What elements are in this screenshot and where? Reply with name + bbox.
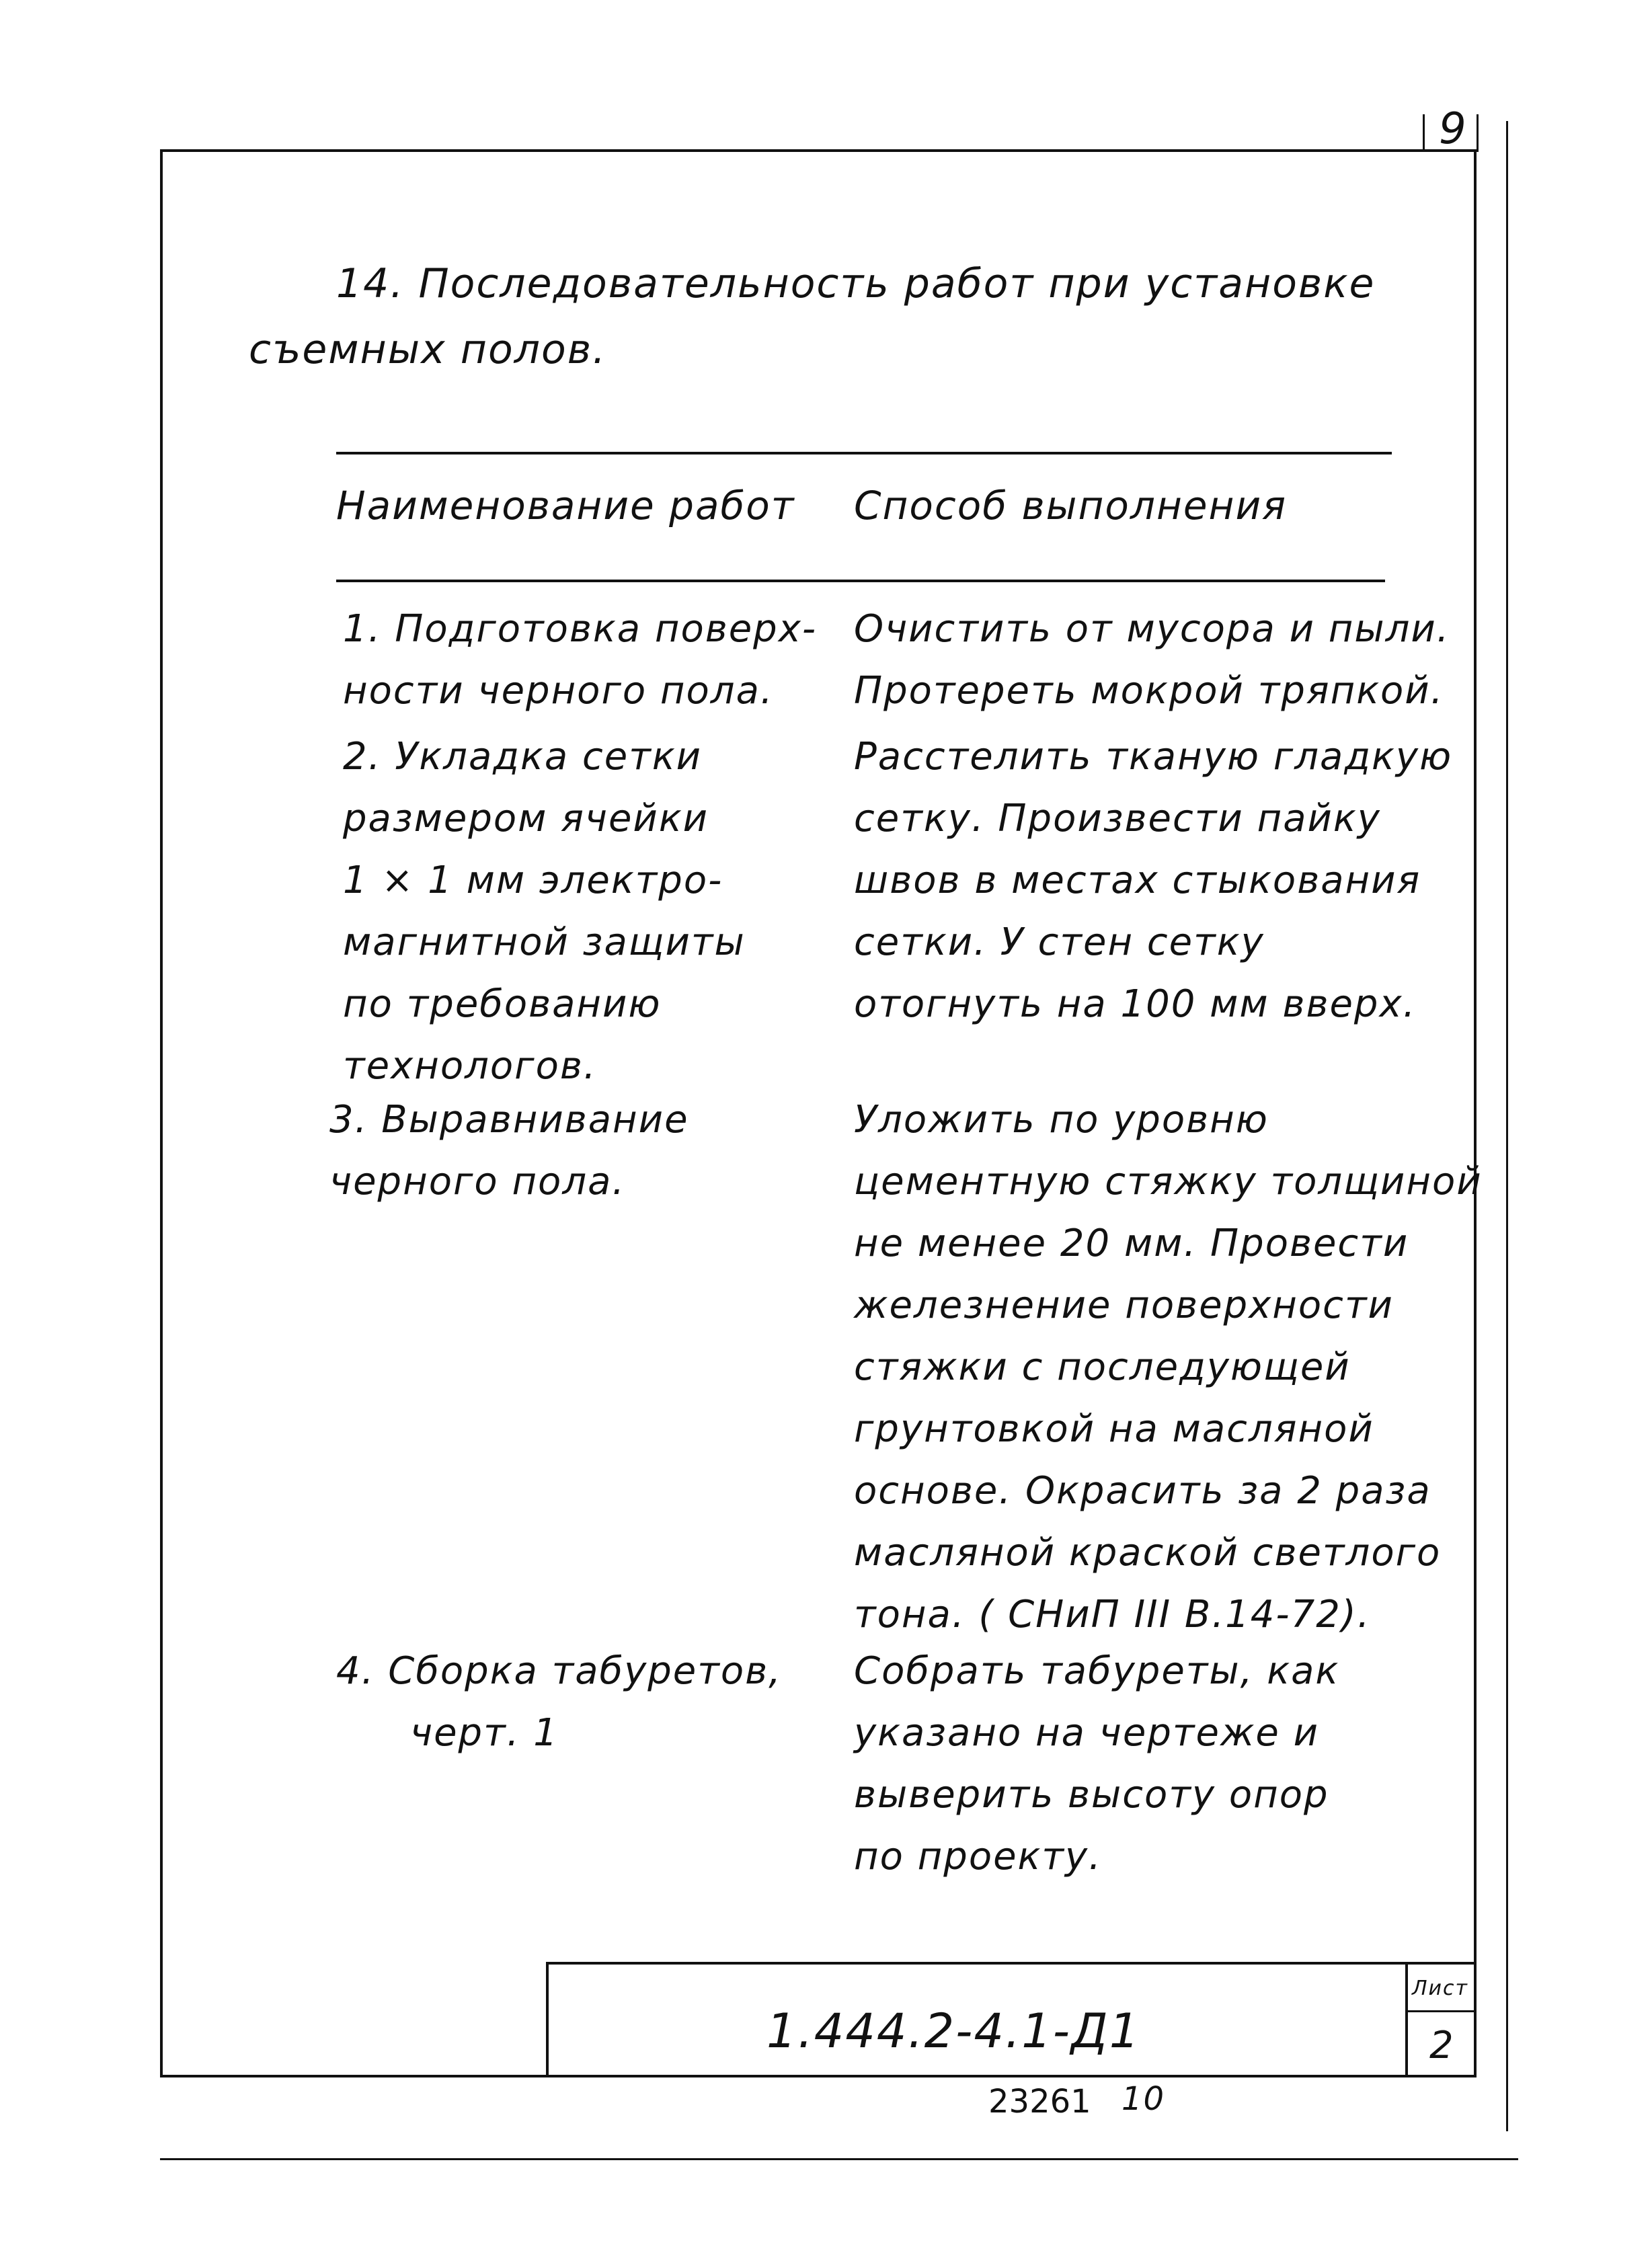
cell-line: тона. ( СНиП III В.14-72). (854, 1593, 1371, 1636)
table-header-bottom-rule (336, 580, 1385, 582)
section-title-line1: 14. Последовательность работ при установке (336, 260, 1376, 307)
page-code: 10 (1122, 2080, 1166, 2118)
cell-line: технологов. (343, 1044, 597, 1088)
frame-bottom-line (160, 2075, 1477, 2077)
cell-line: стяжки с последующей (854, 1345, 1351, 1389)
cell-line: 3. Выравнивание (329, 1098, 689, 1142)
stamp-left-line (546, 1962, 549, 2077)
frame-top-line (160, 149, 1477, 152)
table-row-2-work (343, 726, 746, 1097)
section-title-line2: съемных полов. (249, 326, 607, 373)
cell-line: 1. Подготовка поверх- (343, 607, 818, 651)
cell-line: грунтовкой на масляной (854, 1407, 1374, 1451)
cell-line: магнитной защиты (343, 920, 746, 964)
sheet-label: Лист (1412, 1977, 1469, 2000)
cell-line: Уложить по уровню (854, 1098, 1269, 1142)
sheet-number: 2 (1429, 2024, 1455, 2067)
table-header-right: Способ выполнения (854, 483, 1288, 528)
cell-line: цементную стяжку толщиной (854, 1160, 1483, 1203)
cell-line: масляной краской светлого (854, 1531, 1442, 1575)
table-row-3-work (329, 1089, 689, 1213)
cell-line: основе. Окрасить за 2 раза (854, 1469, 1431, 1513)
cell-line: Расстелить тканую гладкую (854, 735, 1453, 779)
table-row-4-method (854, 1640, 1339, 1888)
cell-line: Протереть мокрой тряпкой. (854, 669, 1444, 713)
cell-line: сетки. У стен сетку (854, 920, 1265, 964)
table-row-1-method (854, 598, 1450, 722)
cell-line: сетку. Произвести пайку (854, 797, 1381, 840)
cell-line: швов в местах стыкования (854, 859, 1421, 902)
cell-line: 2. Укладка сетки (343, 735, 703, 779)
table-row-2-method (854, 726, 1452, 1035)
cell-line: по проекту. (854, 1835, 1102, 1878)
cell-line: Собрать табуреты, как (854, 1649, 1340, 1693)
stamp-top-line (546, 1962, 1477, 1965)
table-header-top-rule (336, 452, 1392, 454)
table-row-3-method (854, 1089, 1483, 1646)
cell-line: 1 × 1 мм электро- (343, 859, 723, 902)
cell-line: по требованию (343, 982, 662, 1026)
document-code: 1.444.2-4.1-Д1 (766, 2004, 1141, 2059)
section-title (336, 255, 1375, 312)
cell-line: черного пола. (329, 1160, 626, 1203)
cell-line: указано на чертеже и (854, 1711, 1320, 1755)
page-number-top: 9 (1439, 104, 1468, 154)
page-number-box-right (1477, 114, 1479, 152)
cell-line: железнение поверхности (854, 1283, 1394, 1327)
cell-line: 4. Сборка табуретов, (336, 1649, 782, 1693)
table-row-4-work (336, 1640, 782, 1764)
cell-line: не менее 20 мм. Провести (854, 1222, 1409, 1265)
table-header-left: Наименование работ (336, 483, 795, 528)
section-title-cont (249, 321, 606, 378)
page-number-box-left (1423, 114, 1425, 152)
cell-line: Очистить от мусора и пыли. (854, 607, 1450, 651)
stamp-sheet-hline (1405, 2010, 1477, 2012)
frame-right-margin-line (1506, 121, 1508, 2131)
stamp-sheet-divider (1405, 1962, 1408, 2077)
cell-line: размером ячейки (343, 797, 709, 840)
cell-line: ности черного пола. (343, 669, 774, 713)
archive-number: 23261 (988, 2083, 1091, 2121)
cell-line: отогнуть на 100 мм вверх. (854, 982, 1417, 1026)
page-bottom-margin-line (160, 2158, 1518, 2160)
cell-line: выверить высоту опор (854, 1773, 1329, 1817)
frame-left-line (160, 149, 163, 2077)
cell-line: черт. 1 (410, 1711, 559, 1755)
table-row-1-work (343, 598, 817, 722)
